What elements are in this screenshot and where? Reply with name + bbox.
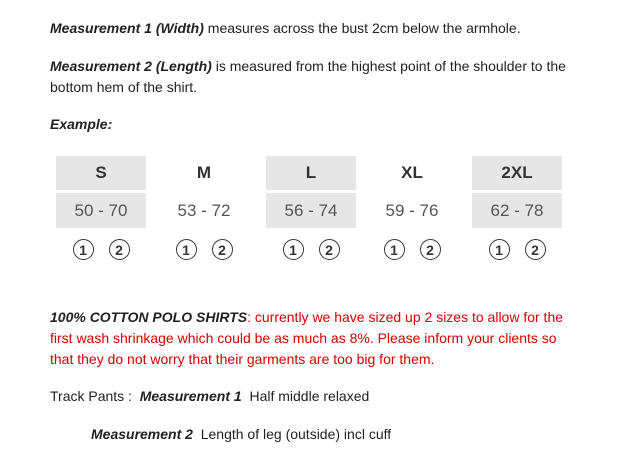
measurement-markers xyxy=(56,239,146,260)
circled-number-2-icon: 2 xyxy=(212,239,233,260)
size-range: 56 - 74 xyxy=(266,193,356,228)
measurement-1-text xyxy=(50,18,521,39)
polo-note-line-2: first wash shrinkage which could be as much as 8%. Please inform your clients so xyxy=(50,330,557,346)
size-label: 2XL xyxy=(472,156,562,190)
size-range: 53 - 72 xyxy=(177,201,231,220)
measurement-markers xyxy=(266,239,356,260)
circled-number-2-icon: 2 xyxy=(109,239,130,260)
circled-number-2-icon: 2 xyxy=(319,239,340,260)
measurement-markers xyxy=(367,239,457,260)
measurement-2-text xyxy=(50,56,566,98)
example-heading: Example: xyxy=(50,116,113,132)
size-range: 50 - 70 xyxy=(56,193,146,228)
measurement-1-description: measures across the bust 2cm below the armhole. xyxy=(203,20,521,36)
polo-note-line-3: that they do not worry that their garments are too big for them. xyxy=(50,351,435,367)
size-label: XL xyxy=(401,163,423,182)
circled-number-2-icon: 2 xyxy=(525,239,546,260)
size-column xyxy=(56,156,146,260)
size-label: S xyxy=(56,156,146,190)
track-pants-m1-label: Measurement 1 xyxy=(139,388,242,404)
size-label: L xyxy=(266,156,356,190)
track-pants-m2-label: Measurement 2 xyxy=(91,426,193,442)
circled-number-1-icon: 1 xyxy=(489,239,510,260)
measurement-1-label: Measurement 1 (Width) xyxy=(50,20,204,36)
measurement-2-label: Measurement 2 (Length) xyxy=(50,58,212,74)
polo-note-label: 100% COTTON POLO SHIRTS xyxy=(50,309,248,325)
measurement-2-description-cont: bottom hem of the shirt. xyxy=(50,79,198,95)
circled-number-1-icon: 1 xyxy=(73,239,94,260)
size-range: 59 - 76 xyxy=(385,201,439,220)
size-label: M xyxy=(196,163,212,182)
track-pants-m2-text: Length of leg (outside) incl cuff xyxy=(200,426,392,442)
polo-note xyxy=(50,307,563,370)
size-column xyxy=(367,156,457,260)
measurement-2-description: is measured from the highest point of the shoulder to the xyxy=(211,58,566,74)
circled-number-1-icon: 1 xyxy=(384,239,405,260)
size-column xyxy=(472,156,562,260)
circled-number-1-icon: 1 xyxy=(176,239,197,260)
measurement-markers xyxy=(159,239,249,260)
polo-note-line-1: : currently we have sized up 2 sizes to allow for the xyxy=(247,309,564,325)
size-column xyxy=(266,156,356,260)
circled-number-2-icon: 2 xyxy=(420,239,441,260)
track-pants-measurement-2 xyxy=(91,424,391,445)
measurement-markers xyxy=(472,239,562,260)
size-column xyxy=(159,156,249,260)
track-pants-m1-text: Half middle relaxed xyxy=(249,388,370,404)
track-pants-measurement-1 xyxy=(50,386,369,407)
circled-number-1-icon: 1 xyxy=(283,239,304,260)
track-pants-prefix: Track Pants : xyxy=(50,388,136,404)
size-range: 62 - 78 xyxy=(472,193,562,228)
